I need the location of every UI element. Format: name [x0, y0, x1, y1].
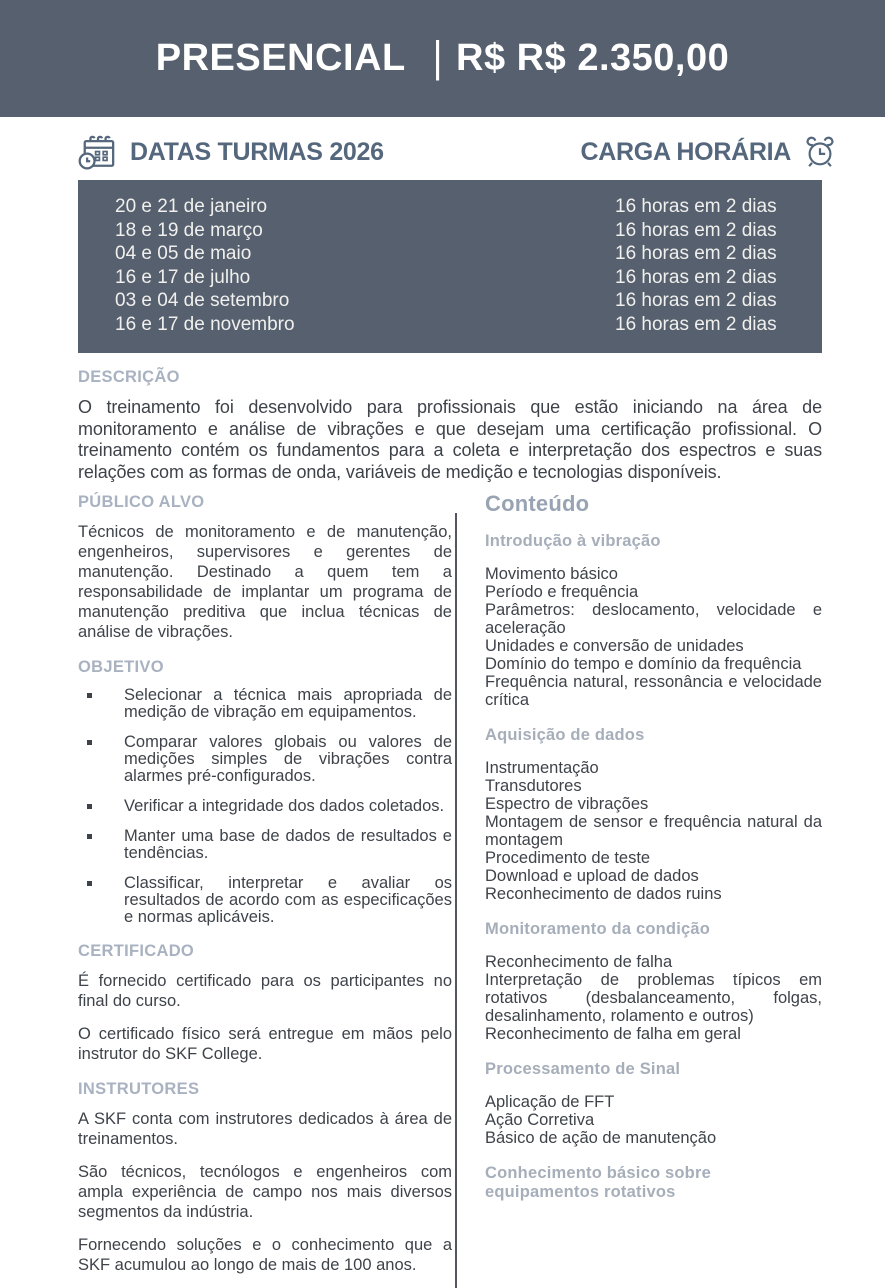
content-item: Aplicação de FFT: [485, 1093, 615, 1111]
content-section-title: Processamento de Sinal: [485, 1060, 681, 1078]
content-item: Reconhecimento de falha: [485, 953, 673, 971]
objective-text: Selecionar a técnica mais apropriada de medição de vibração em equipamentos.: [124, 686, 452, 721]
objective-item: [78, 828, 452, 862]
page-title: [155, 33, 730, 83]
content-section: [485, 920, 822, 1043]
content-heading: Conteúdo: [485, 491, 590, 516]
content-item-list: [485, 953, 822, 1043]
alarm-clock-icon: [802, 135, 838, 169]
content-item: Unidades e conversão de unidades: [485, 637, 744, 655]
objective-item: [78, 687, 452, 721]
content-section-title: Conhecimento básico sobre equipamentos rotativos: [485, 1164, 711, 1201]
content-section: [485, 1060, 822, 1147]
title-separator: |: [432, 33, 444, 83]
schedule-hours: 16 horas em 2 dias: [615, 313, 777, 335]
header-band: [0, 0, 885, 117]
content-item: Básico de ação de manutenção: [485, 1129, 717, 1147]
certificado-paragraphs: [78, 971, 452, 1064]
content-sections: [485, 532, 822, 1202]
content-item-list: [485, 759, 822, 903]
description-body: O treinamento foi desenvolvido para profissionais que estão iniciando na área de monitoramento e análise de vibrações e que desejam uma certificação profissional. O treinamento contém os fundamentos para a coleta e interpretação dos espectros e suas relações com as formas de onda, variáveis de medição e tecnologias disponíveis.: [78, 397, 822, 482]
dates-heading: DATAS TURMAS 2026: [130, 137, 384, 166]
schedule-date: 16 e 17 de novembro: [115, 313, 295, 335]
content-section-title: Aquisição de dados: [485, 726, 645, 744]
objective-item: [78, 875, 452, 926]
instrutores-paragraphs: [78, 1109, 452, 1275]
content-item: Reconhecimento de falha em geral: [485, 1025, 741, 1043]
description-heading: DESCRIÇÃO: [78, 368, 180, 386]
schedule-row: [115, 313, 822, 337]
schedule-hours: 16 horas em 2 dias: [615, 219, 777, 241]
objetivo-heading: OBJETIVO: [78, 658, 164, 676]
objective-text: Verificar a integridade dos dados coletados.: [124, 797, 445, 815]
schedule-heading-row: [78, 134, 822, 170]
content-item: Instrumentação: [485, 759, 599, 777]
column-divider: [455, 513, 457, 1288]
content-item: Ação Corretiva: [485, 1111, 595, 1129]
modality-label: PRESENCIAL: [155, 37, 406, 79]
schedule-hours: 16 horas em 2 dias: [615, 243, 777, 264]
schedule-hours: 16 horas em 2 dias: [615, 266, 777, 288]
schedule-hours: 16 horas em 2 dias: [615, 290, 777, 311]
hours-heading-group: [581, 135, 822, 169]
schedule-date: 04 e 05 de maio: [115, 243, 252, 264]
content-item: Domínio do tempo e domínio da frequência: [485, 655, 802, 673]
content-section-title: Introdução à vibração: [485, 532, 661, 550]
schedule-row: [115, 289, 822, 313]
certificate-paragraph: O certificado físico será entregue em mãos pelo instrutor do SKF College.: [78, 1025, 452, 1063]
schedule-row: [115, 195, 822, 219]
certificado-heading: CERTIFICADO: [78, 942, 195, 960]
price-label: R$ R$ 2.350,00: [456, 37, 730, 79]
schedule-row: [115, 266, 822, 290]
objective-item: [78, 798, 452, 815]
content-item-list: [485, 1093, 822, 1147]
dates-heading-group: [78, 134, 384, 170]
content-item: Período e frequência: [485, 583, 639, 601]
schedule-row: [115, 219, 822, 243]
instrutores-heading: INSTRUTORES: [78, 1080, 200, 1098]
instructors-paragraph: Fornecendo soluções e o conhecimento que a SKF acumulou ao longo de mais de 100 anos.: [78, 1236, 452, 1274]
content-item: Movimento básico: [485, 565, 618, 583]
columns-area: [78, 491, 822, 1288]
right-column: [485, 491, 822, 1288]
schedule-date: 18 e 19 de março: [115, 219, 263, 241]
objective-item: [78, 734, 452, 785]
certificate-paragraph: É fornecido certificado para os participantes no final do curso.: [78, 972, 452, 1010]
objective-text: Comparar valores globais ou valores de medições simples de vibrações contra alarmes pré-configurados.: [124, 733, 452, 785]
schedule-box: [78, 180, 822, 353]
hours-heading: CARGA HORÁRIA: [580, 137, 791, 166]
publico-alvo-body: Técnicos de monitoramento e de manutenção, engenheiros, supervisores e gerentes de manutenção. Destinado a quem tem a responsabilidade de implantar um programa de manutenção preditiva que inclua técnicas de análise de vibrações.: [78, 523, 452, 641]
content-item: Montagem de sensor e frequência natural da montagem: [485, 813, 822, 849]
schedule-row: [115, 242, 822, 266]
content-item: Parâmetros: deslocamento, velocidade e aceleração: [485, 601, 822, 637]
schedule-date: 20 e 21 de janeiro: [115, 196, 268, 217]
content-item: Frequência natural, ressonância e velocidade crítica: [485, 673, 822, 709]
content-section-title: Monitoramento da condição: [485, 920, 711, 938]
content-item: Reconhecimento de dados ruins: [485, 885, 722, 903]
schedule-hours: 16 horas em 2 dias: [615, 196, 777, 217]
objetivo-list: [78, 687, 452, 926]
schedule-date: 16 e 17 de julho: [115, 266, 251, 288]
content-item-list: [485, 565, 822, 709]
schedule-date: 03 e 04 de setembro: [115, 290, 290, 311]
description-section: [78, 368, 822, 483]
objective-text: Manter uma base de dados de resultados e tendências.: [124, 827, 452, 862]
content-item: Espectro de vibrações: [485, 795, 649, 813]
instructors-paragraph: São técnicos, tecnólogos e engenheiros com ampla experiência de campo nos mais diversos segmentos da indústria.: [78, 1163, 452, 1221]
objective-text: Classificar, interpretar e avaliar os resultados de acordo com as especificações e normas aplicáveis.: [124, 874, 452, 926]
content-item: Interpretação de problemas típicos em rotativos (desbalanceamento, folgas, desalinhamento, rolamento e outros): [485, 971, 822, 1025]
content-item: Transdutores: [485, 777, 582, 795]
content-item: Procedimento de teste: [485, 849, 651, 867]
content-item: Download e upload de dados: [485, 867, 699, 885]
instructors-paragraph: A SKF conta com instrutores dedicados à área de treinamentos.: [78, 1110, 452, 1148]
content-section: [485, 726, 822, 903]
publico-alvo-heading: PÚBLICO ALVO: [78, 493, 205, 511]
calendar-clock-icon: [78, 134, 118, 170]
content-section: [485, 532, 822, 709]
content-section: [485, 1164, 822, 1202]
left-column: [78, 491, 452, 1288]
